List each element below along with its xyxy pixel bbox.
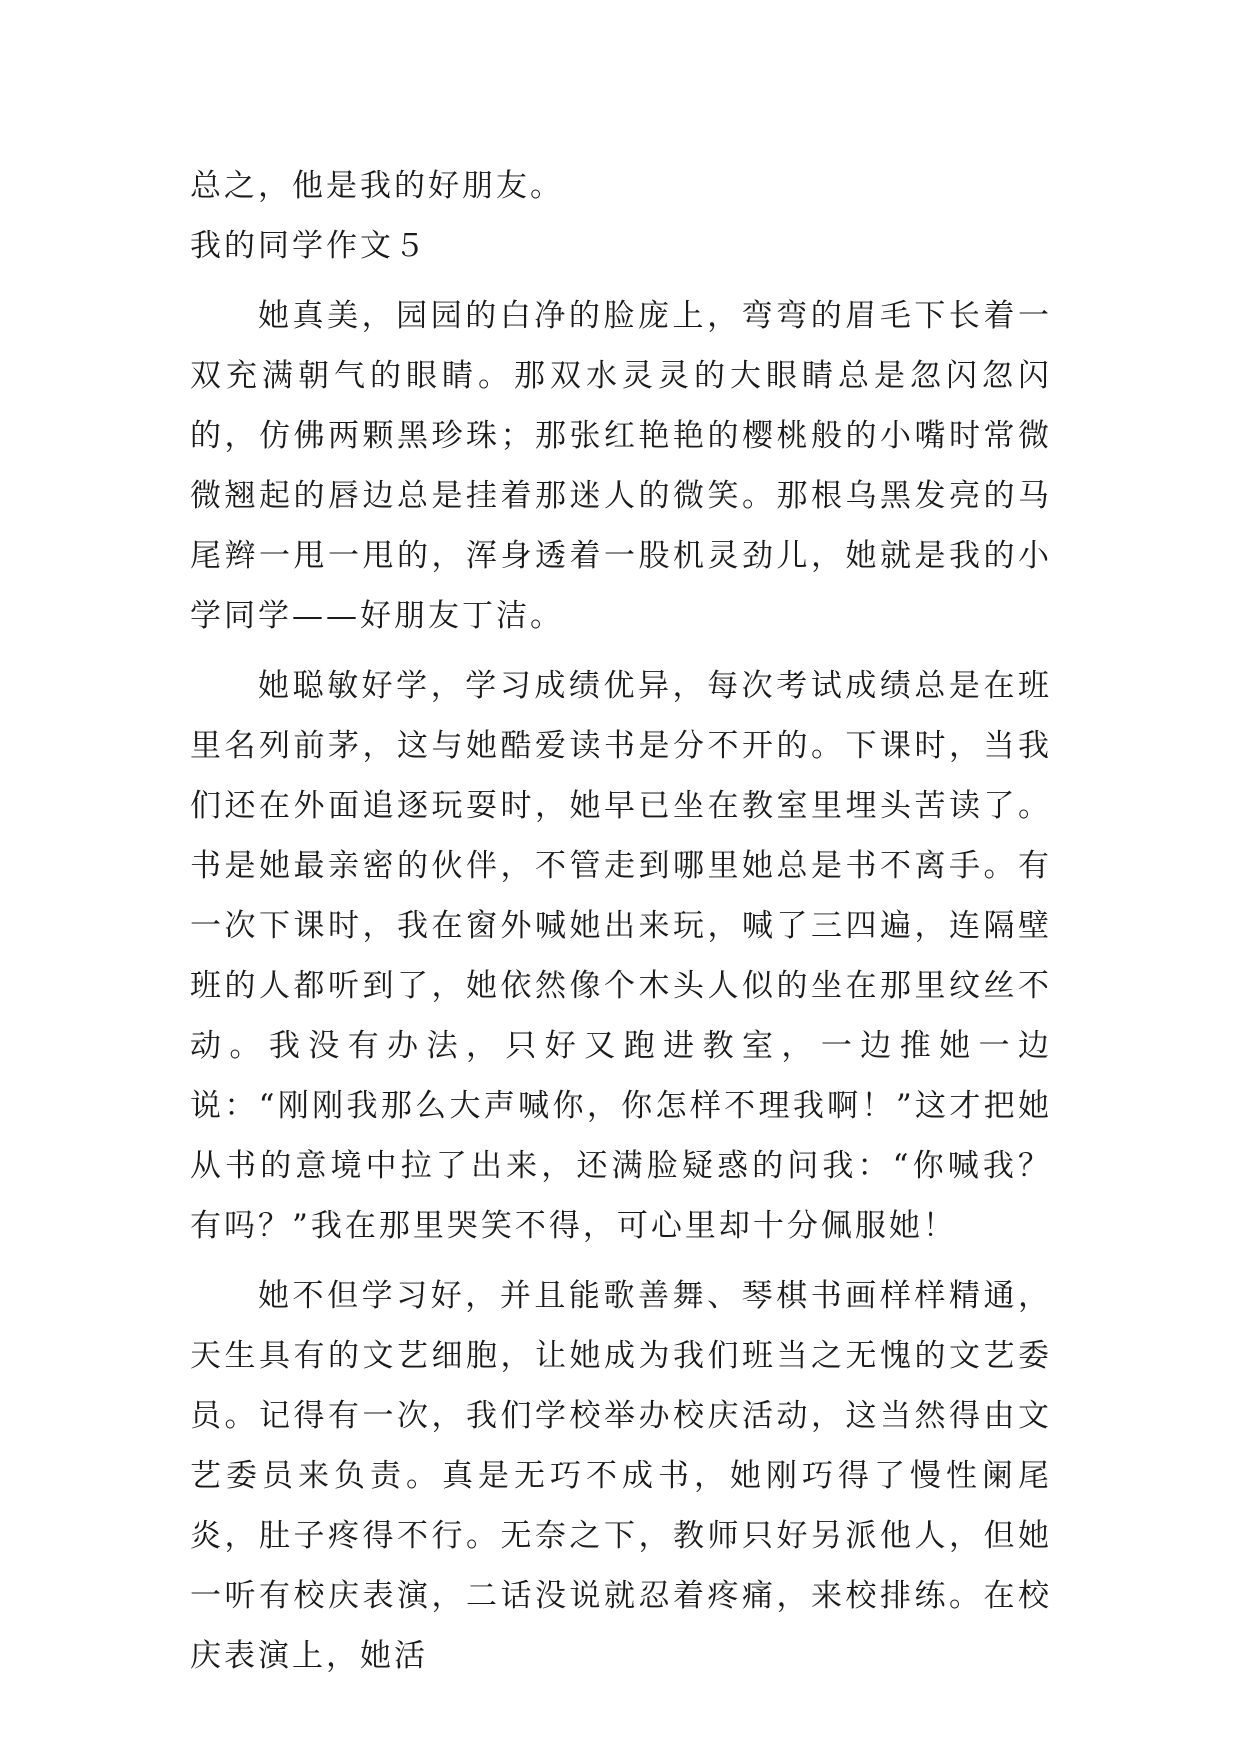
closing-line: 总之，他是我的好朋友。 [190,168,564,204]
paragraph-1: 她真美，园园的白净的脸庞上，弯弯的眉毛下长着一双充满朝气的眼睛。那双水灵灵的大眼睛总是忽闪忽闪的，仿佛两颗黑珍珠；那张红艳艳的樱桃般的小嘴时常微微翘起的唇边总是挂着那迷人的微笑。那根乌黑发亮的马尾辫一甩一甩的，浑身透着一股机灵劲儿，她就是我的小学同学——好朋友丁洁。 [190,298,1052,634]
paragraph-2: 她聪敏好学，学习成绩优异，每次考试成绩总是在班里名列前茅，这与她酷爱读书是分不开的。下课时，当我们还在外面追逐玩耍时，她早已坐在教室里埋头苦读了。书是她最亲密的伙伴，不管走到哪里她总是书不离手。有一次下课时，我在窗外喊她出来玩，喊了三四遍，连隔壁班的人都听到了，她依然像个木头人似的坐在那里纹丝不动。我没有办法，只好又跑进教室，一边推她一边说：“刚刚我那么大声喊你，你怎样不理我啊！”这才把她从书的意境中拉了出来，还满脸疑惑的问我：“你喊我？有吗？”我在那里哭笑不得，可心里却十分佩服她！ [190,668,1052,1244]
document-body [190,156,1052,1686]
paragraph-3: 她不但学习好，并且能歌善舞、琴棋书画样样精通，天生具有的文艺细胞，让她成为我们班当之无愧的文艺委员。记得有一次，我们学校举办校庆活动，这当然得由文艺委员来负责。真是无巧不成书，她刚巧得了慢性阑尾炎，肚子疼得不行。无奈之下，教师只好另派他人，但她一听有校庆表演，二话没说就忍着疼痛，来校排练。在校庆表演上，她活 [190,1278,1052,1674]
essay-heading: 我的同学作文５ [190,228,428,264]
